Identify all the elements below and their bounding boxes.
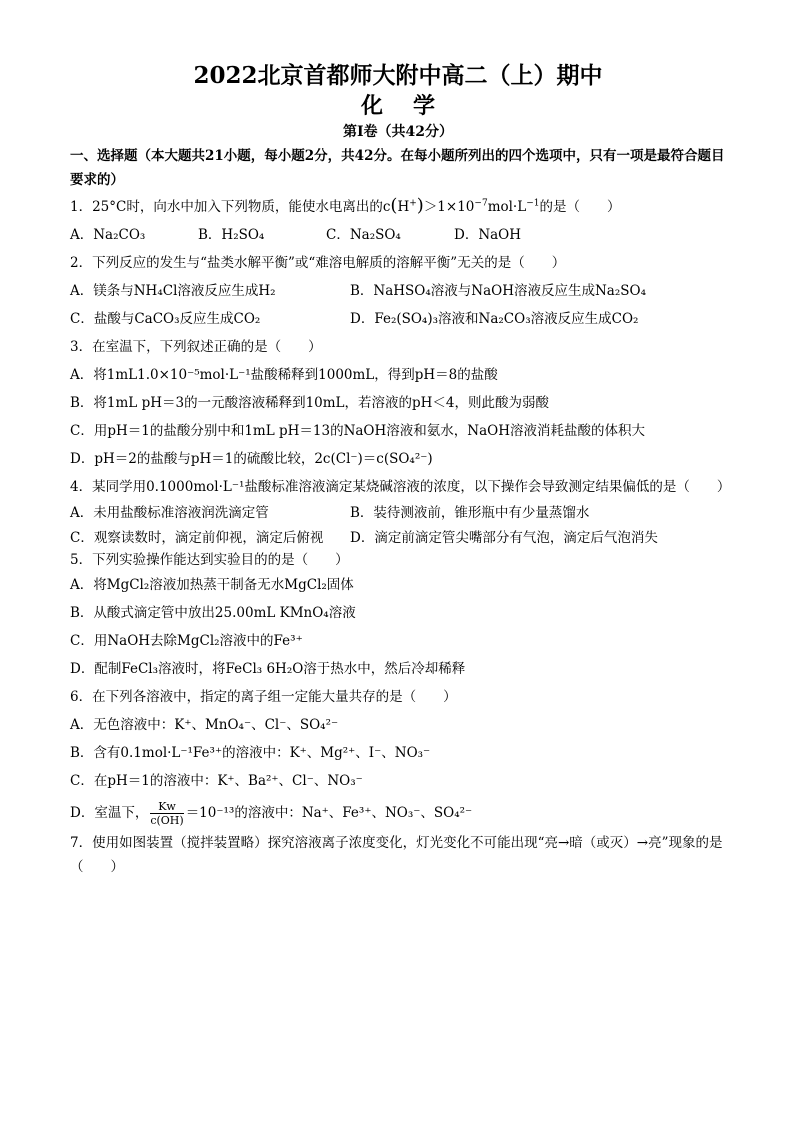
- q1-option-b: B．H₂SO₄: [198, 227, 265, 243]
- q4-option-c: C．观察读数时，滴定前仰视，滴定后俯视: [70, 530, 324, 546]
- question-4-stem: 4．某同学用0.1000mol·L⁻¹盐酸标准溶液滴定某烧碱溶液的浓度，以下操作会导致测定结果偏低的是（ ）: [70, 479, 731, 495]
- q3-option-a: A．将1mL1.0×10⁻⁵mol·L⁻¹盐酸稀释到1000mL，得到pH＝8的盐酸: [70, 367, 498, 383]
- q5-option-b: B．从酸式滴定管中放出25.00mL KMnO₄溶液: [70, 605, 356, 621]
- question-7-stem: 7．使用如图装置（搅拌装置略）探究溶液离子浓度变化，灯光变化不可能出现“亮→暗（或灭）→亮”现象的是（ ）: [70, 835, 723, 875]
- q1-option-d: D．NaOH: [454, 227, 522, 243]
- exam-title: 2022北京首都师大附中高二（上）期中: [193, 62, 603, 89]
- q1-option-c: C．Na₂SO₄: [326, 227, 401, 243]
- q6-option-d-prefix: D．室温下，: [70, 805, 149, 821]
- q6-option-c: C．在pH＝1的溶液中：K⁺、Ba²⁺、Cl⁻、NO₃⁻: [70, 773, 363, 789]
- fraction-denominator: c(OH): [150, 814, 184, 827]
- q5-option-d: D．配制FeCl₃溶液时，将FeCl₃ 6H₂O溶于热水中，然后冷却稀释: [70, 661, 466, 677]
- q1-formula: $c(H^+)>1\times 10^{-7}mol\cdot L^{-1}$: [382, 195, 540, 216]
- q4-option-d: D．滴定前滴定管尖嘴部分有气泡，滴定后气泡消失: [350, 530, 658, 546]
- q5-option-c: C．用NaOH去除MgCl₂溶液中的Fe³⁺: [70, 633, 303, 649]
- question-1-options: [70, 221, 726, 249]
- fraction-numerator: Kw: [150, 800, 183, 814]
- q6-option-a: A．无色溶液中：K⁺、MnO₄⁻、Cl⁻、SO₄²⁻: [70, 717, 339, 733]
- q6-option-b: B．含有0.1mol·L⁻¹Fe³⁺的溶液中：K⁺、Mg²⁺、I⁻、NO₃⁻: [70, 745, 431, 761]
- question-2-options-cd: [70, 305, 726, 333]
- kw-fraction: [150, 800, 183, 827]
- q3-option-b: B．将1mL pH＝3的一元酸溶液稀释到10mL，若溶液的pH＜4，则此酸为弱酸: [70, 395, 550, 411]
- q2-option-b: B．NaHSO₄溶液与NaOH溶液反应生成Na₂SO₄: [350, 283, 646, 299]
- q4-option-b: B．装待测液前，锥形瓶中有少量蒸馏水: [350, 505, 590, 521]
- q2-option-c: C．盐酸与CaCO₃反应生成CO₂: [70, 311, 261, 327]
- q1-option-a: A．Na₂CO₃: [70, 227, 146, 243]
- q4-option-a: A．未用盐酸标准溶液润洗滴定管: [70, 505, 269, 521]
- question-4-options-ab: [70, 499, 726, 527]
- q2-option-a: A．镁条与NH₄Cl溶液反应生成H₂: [70, 283, 276, 299]
- q2-option-d: D．Fe₂(SO₄)₃溶液和Na₂CO₃溶液反应生成CO₂: [350, 311, 639, 327]
- q5-option-a: A．将MgCl₂溶液加热蒸干制备无水MgCl₂固体: [70, 577, 354, 593]
- q6-option-d: [70, 795, 726, 831]
- question-3-stem: 3．在室温下，下列叙述正确的是（ ）: [70, 339, 322, 355]
- section-instructions: 一、选择题（本大题共21小题，每小题2分，共42分。在每小题所列出的四个选项中，只有一项是最符合题目要求的）: [70, 148, 725, 188]
- q1-stem-start: 1．25°C时，向水中加入下列物质，能使水电离出的: [70, 199, 383, 215]
- exam-subject: 化学: [360, 93, 465, 119]
- q3-option-d: D．pH＝2的盐酸与pH＝1的硫酸比较，2c(Cl⁻)＝c(SO₄²⁻): [70, 451, 433, 467]
- question-1-stem: [70, 192, 726, 221]
- q1-stem-end: 的是（ ）: [539, 199, 621, 215]
- q3-option-c: C．用pH＝1的盐酸分别中和1mL pH＝13的NaOH溶液和氨水，NaOH溶液消耗盐酸的体积大: [70, 423, 645, 439]
- q6-option-d-suffix: ＝10⁻¹³的溶液中：Na⁺、Fe³⁺、NO₃⁻、SO₄²⁻: [185, 805, 473, 821]
- question-2-stem: 2．下列反应的发生与“盐类水解平衡”或“难溶电解质的溶解平衡”无关的是（ ）: [70, 255, 566, 271]
- question-6-stem: 6．在下列各溶液中，指定的离子组一定能大量共存的是（ ）: [70, 689, 457, 705]
- question-4-options-cd: [70, 527, 726, 549]
- question-5-stem: 5．下列实验操作能达到实验目的的是（ ）: [70, 552, 349, 568]
- section-heading: 第I卷（共42分）: [342, 124, 454, 140]
- question-2-options-ab: [70, 277, 726, 305]
